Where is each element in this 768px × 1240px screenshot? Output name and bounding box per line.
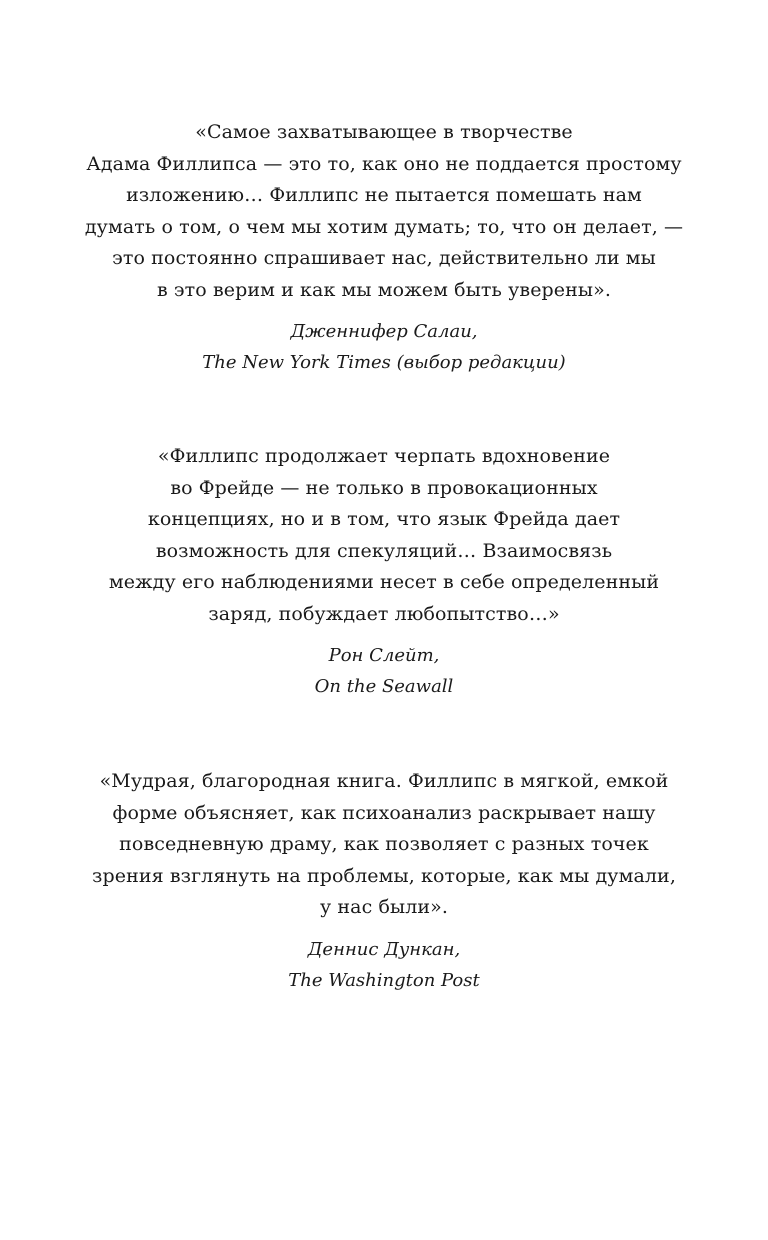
review-attribution: [0, 934, 768, 996]
review-source: On the Seawall: [314, 676, 454, 697]
quote-line: форме объясняет, как психоанализ раскрывает нашу: [112, 801, 656, 824]
quote-line: возможность для спекуляций… Взаимосвязь: [155, 539, 613, 562]
quote-line: Адама Филлипса — это то, как оно не поддается простому: [86, 152, 682, 175]
quote-line: во Фрейде — не только в провокационных: [170, 476, 598, 499]
review-source: The New York Times (выбор редакции): [202, 352, 566, 373]
review-attribution: [0, 640, 768, 702]
review-blurb: [0, 441, 768, 702]
review-author: Дженнифер Салаи,: [290, 321, 478, 342]
quote-line: повседневную драму, как позволяет с разных точек: [119, 833, 649, 855]
quote-line: у нас были».: [319, 896, 449, 918]
review-author: Деннис Дункан,: [307, 938, 461, 960]
review-blurb: [0, 766, 768, 996]
review-quote: [0, 441, 768, 630]
quote-line: между его наблюдениями несет в себе определенный: [108, 571, 660, 593]
review-quote: [0, 117, 768, 306]
quote-line: изложению… Филлипс не пытается помешать нам: [126, 184, 642, 206]
quote-line: концепциях, но и в том, что язык Фрейда дает: [147, 508, 621, 530]
quote-line: это постоянно спрашивает нас, действительно ли мы: [112, 247, 656, 269]
review-source: The Washington Post: [288, 969, 480, 991]
quote-line: «Филлипс продолжает черпать вдохновение: [157, 445, 611, 467]
review-author: Рон Слейт,: [328, 645, 440, 666]
quote-line: думать о том, о чем мы хотим думать; то, что он делает, —: [84, 215, 684, 238]
review-blurb: [0, 117, 768, 378]
quote-line: «Мудрая, благородная книга. Филлипс в мягкой, емкой: [99, 770, 669, 792]
review-attribution: [0, 316, 768, 378]
quote-line: зрения взглянуть на проблемы, которые, как мы думали,: [92, 864, 676, 887]
review-quote: [0, 766, 768, 924]
quote-line: «Самое захватывающее в творчестве: [195, 121, 573, 143]
quote-line: заряд, побуждает любопытство…»: [208, 602, 560, 625]
quote-line: в это верим и как мы можем быть уверены».: [156, 278, 611, 301]
